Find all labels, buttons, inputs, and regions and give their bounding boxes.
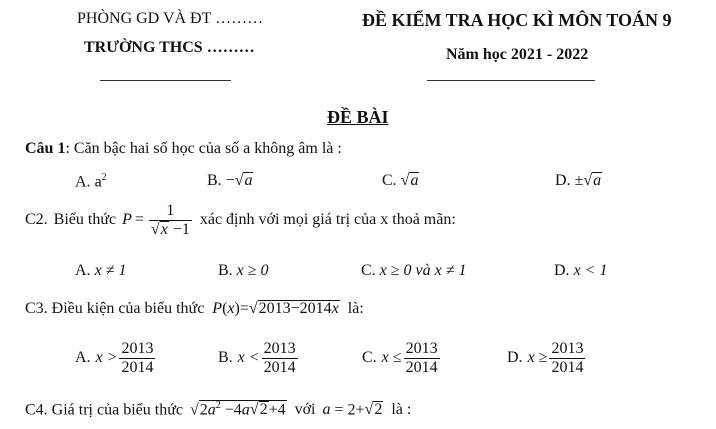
question-2-text-before: Biểu thức	[53, 211, 117, 229]
option-relation: x <	[237, 349, 260, 367]
school-year: Năm học 2021 - 2022	[446, 46, 589, 63]
formula-p: P	[122, 211, 132, 229]
question-4-text-after: là :	[391, 401, 412, 419]
question-2: C2. Biểu thức P = $\frac{1}{√x -1}$ xác định với mọi giá trị của x thoả mãn:	[25, 202, 456, 238]
option-letter: C.	[382, 172, 397, 189]
question-4-text-before: Giá trị của biểu thức	[51, 401, 183, 419]
option-expr: x ≥ 0	[236, 262, 269, 279]
option-letter: D.	[507, 349, 523, 367]
section-title: ĐỀ BÀI	[327, 107, 389, 127]
department-label: PHÒNG GD VÀ ĐT ………	[77, 10, 264, 27]
q2-option-a[interactable]	[75, 262, 126, 280]
option-fraction: $\frac{2013}{2014}$	[263, 340, 296, 376]
q3-option-d[interactable]	[507, 340, 587, 376]
option-expr: x < 1	[573, 262, 608, 279]
option-letter: B.	[218, 349, 233, 367]
q1-option-d[interactable]: D. ±√a	[555, 172, 602, 189]
question-4-label: C4.	[25, 401, 48, 419]
q2-option-c[interactable]	[361, 262, 467, 280]
option-expr: a	[94, 173, 102, 191]
question-1-text: : Căn bậc hai số học của số a không âm là :	[65, 140, 342, 157]
q2-option-d[interactable]	[554, 262, 607, 280]
option-letter: B.	[207, 172, 222, 189]
option-expr: x ≥ 0 và x ≠ 1	[379, 262, 467, 279]
option-letter: C.	[362, 349, 377, 367]
option-letter: D.	[555, 172, 571, 189]
q1-option-c[interactable]: C. √a	[382, 172, 419, 189]
option-sup: 2	[101, 172, 107, 183]
option-relation: x ≤	[381, 349, 402, 367]
q3-option-b[interactable]	[218, 340, 300, 376]
option-letter: A.	[75, 262, 91, 279]
q3-option-c[interactable]	[362, 340, 442, 376]
question-4: C4. Giá trị của biểu thức $√2a^2 -4a√2+4$ với a = 2+√2 là :	[25, 400, 412, 419]
option-fraction: $\frac{2013}{2014}$	[551, 340, 584, 376]
sqrt-expression: √2013−2014x	[248, 300, 339, 317]
question-4-text-mid: với	[294, 401, 316, 419]
question-1	[25, 140, 342, 158]
q2-option-b[interactable]	[218, 262, 269, 280]
right-divider	[427, 80, 595, 81]
exam-title: ĐỀ KIỂM TRA HỌC KÌ MÔN TOÁN 9	[362, 10, 672, 30]
question-2-text-after: xác định với mọi giá trị của x thoả mãn:	[199, 211, 456, 229]
question-2-label: C2.	[25, 211, 48, 229]
option-letter: A.	[75, 349, 91, 367]
question-3-label: C3.	[25, 300, 48, 317]
q1-option-b[interactable]: B. −√a	[207, 172, 253, 189]
option-relation: x ≥	[527, 349, 548, 367]
school-label: TRƯỜNG THCS ………	[84, 39, 255, 56]
sqrt-expression: $√2a^2 -4a√2+4$	[189, 400, 286, 419]
left-divider	[100, 80, 231, 81]
formula-fraction: $\frac{1}{√x -1}$	[150, 202, 190, 238]
option-relation: x >	[95, 349, 118, 367]
option-expr: x ≠ 1	[94, 262, 127, 279]
option-letter: B.	[218, 262, 233, 279]
q1-option-a[interactable]	[75, 172, 107, 191]
option-fraction: $\frac{2013}{2014}$	[405, 340, 438, 376]
option-fraction: $\frac{2013}{2014}$	[121, 340, 154, 376]
option-letter: C.	[361, 262, 376, 279]
question-3: C3. Điều kiện của biểu thức P(x)=√2013−2014x là:	[25, 300, 364, 317]
question-3-text-after: là:	[347, 300, 364, 317]
q3-option-a[interactable]	[75, 340, 157, 376]
option-letter: A.	[75, 173, 91, 191]
option-letter: D.	[554, 262, 570, 279]
question-3-text-before: Điều kiện của biểu thức	[51, 300, 205, 317]
question-1-label: Câu 1	[25, 140, 66, 157]
